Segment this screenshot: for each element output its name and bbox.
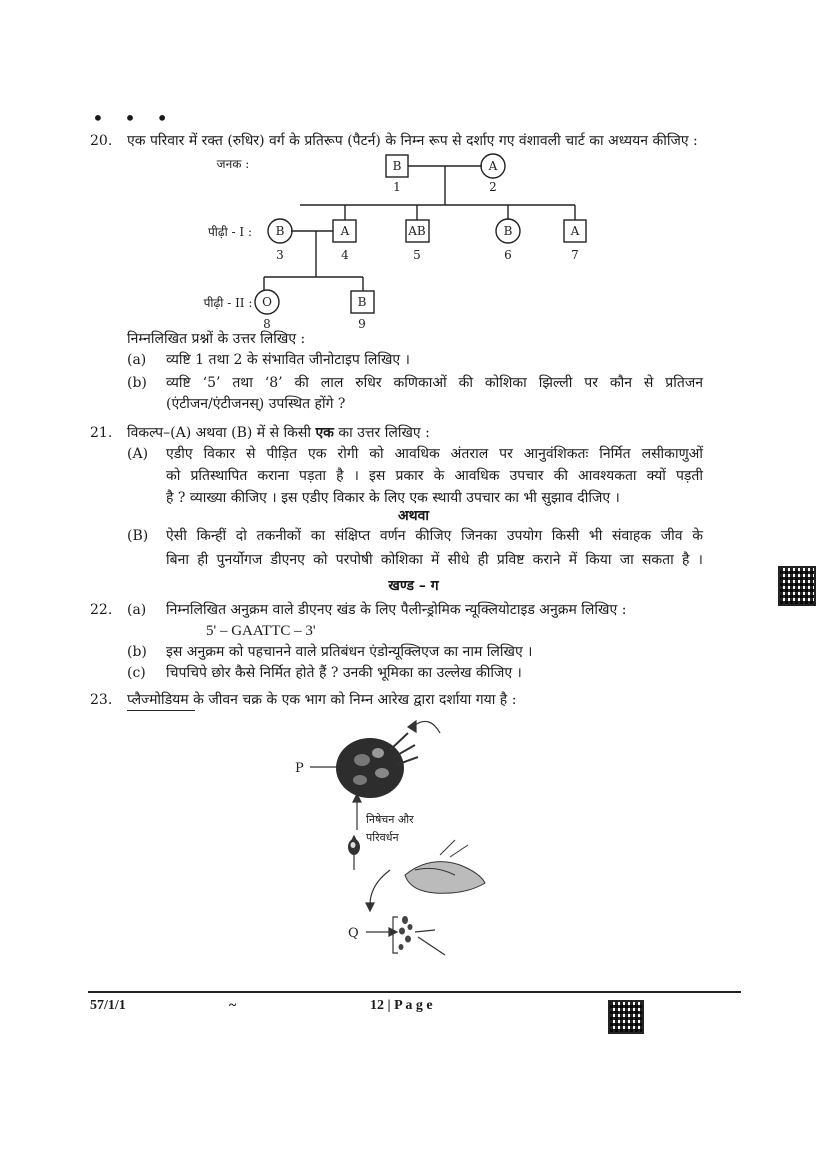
individual-1-id: 1 <box>393 180 401 194</box>
footer-rule <box>88 991 741 993</box>
individual-6-id: 6 <box>504 248 512 262</box>
individual-3-id: 3 <box>276 248 284 262</box>
pedigree-label-gen2: पीढ़ी - II : <box>203 296 253 310</box>
individual-4-id: 4 <box>341 248 349 262</box>
caption-line2: परिवर्धन <box>366 831 399 844</box>
question-20-instruction: निम्नलिखित प्रश्नों के उत्तर लिखिए : <box>127 331 306 347</box>
individual-6-type: B <box>503 224 513 238</box>
top-arrowhead <box>408 721 416 732</box>
question-22b-label: (b) <box>127 644 147 660</box>
mosquito-gut <box>405 840 485 893</box>
side-qr-code <box>778 566 816 606</box>
label-p: P <box>295 761 304 776</box>
individual-7-id: 7 <box>571 248 579 262</box>
paper-code: 57/1/1 <box>90 998 126 1013</box>
individual-8-type: O <box>262 295 272 309</box>
individual-1-type: B <box>392 159 402 173</box>
question-22b-text: इस अनुक्रम को पहचानने वाले प्रतिबंधन एंडोन्यूक्लिएज का नाम लिखिए । <box>166 644 533 660</box>
footer-qr-code <box>608 1000 644 1034</box>
question-23-text: प्लैज्मोडियम के जीवन चक्र के एक भाग को निम्न आरेख द्वारा दर्शाया गया है : <box>127 692 517 708</box>
question-23-number: 23. <box>90 692 113 708</box>
footer-tilde: ~ <box>229 998 237 1013</box>
individual-5-id: 5 <box>413 248 421 262</box>
individual-7-type: A <box>570 224 580 238</box>
question-20a-text: व्यष्टि 1 तथा 2 के संभावित जीनोटाइप लिखिए । <box>166 352 410 368</box>
caption-line1: निषेचन और <box>366 813 414 826</box>
top-curved-arrow <box>415 721 440 733</box>
question-20b-label: (b) <box>127 375 147 391</box>
or-divider: अथवा <box>397 508 430 524</box>
question-20a-label: (a) <box>127 352 147 368</box>
option-a-line1: एडीए विकार से पीड़ित एक रोगी को आवधिक अंतराल पर आनुवंशिकतः निर्मित लसीकाणुओं <box>166 446 703 462</box>
individual-5-type: AB <box>408 224 426 238</box>
question-22c-text: चिपचिपे छोर कैसे निर्मित होते हैं ? उनकी भूमिका का उल्लेख कीजिए । <box>166 665 522 681</box>
section-heading: खण्ड – ग <box>388 578 439 594</box>
question-20-text: एक परिवार में रक्त (रुधिर) वर्ग के प्रतिरूप (पैटर्न) के निम्न रूप से दर्शाए गए वंशावली चार्ट का अध्ययन कीजिए : <box>127 133 698 149</box>
question-20-number: 20. <box>90 133 113 149</box>
question-22-number: 22. <box>90 602 113 618</box>
individual-8-id: 8 <box>263 317 271 331</box>
dna-sequence: 5' – GAATTC – 3' <box>206 623 316 639</box>
pedigree-label-parents: जनक : <box>216 157 250 171</box>
page-number: 12 | P a g e <box>370 998 433 1013</box>
individual-2-type: A <box>488 159 498 173</box>
option-b-label: (B) <box>127 528 149 544</box>
question-22a-label: (a) <box>127 602 147 618</box>
zygote-cell <box>348 839 360 855</box>
option-a-line2: को प्रतिस्थापित कराना पड़ता है । इस प्रकार के आवधिक उपचार की आवश्यकता क्यों पड़ती <box>166 468 703 484</box>
question-21-text: विकल्प–(A) अथवा (B) में से किसी एक का उत्तर लिखिए : <box>127 425 430 441</box>
gametocytes <box>399 916 413 950</box>
question-22c-label: (c) <box>127 665 146 681</box>
individual-9-type: B <box>357 295 367 309</box>
individual-4-type: A <box>340 224 350 238</box>
question-20b-line2: (एंटीजन/एंटीजनस्) उपस्थित होंगे ? <box>166 396 346 412</box>
individual-9-id: 9 <box>358 317 366 331</box>
pedigree-chart <box>190 150 610 332</box>
label-q: Q <box>348 926 359 941</box>
pedigree-label-gen1: पीढ़ी - I : <box>207 225 253 239</box>
plasmodium-diagram <box>290 705 500 975</box>
option-a-line3: है ? व्याख्या कीजिए । इस एडीए विकार के लिए एक स्थायी उपचार का भी सुझाव दीजिए । <box>166 490 620 506</box>
individual-3-type: B <box>275 224 285 238</box>
option-a-label: (A) <box>127 446 149 462</box>
oocyst-body <box>336 733 418 798</box>
header-dots: • • • <box>92 106 176 130</box>
underline-mark <box>127 710 195 711</box>
individual-2-id: 2 <box>489 180 497 194</box>
question-22a-text: निम्नलिखित अनुक्रम वाले डीएनए खंड के लिए पैलीन्ड्रोमिक न्यूक्लियोटाइड अनुक्रम लिखिए : <box>166 602 627 618</box>
question-20b-line1: व्यष्टि ‘5’ तथा ‘8’ की लाल रुधिर कणिकाओं की कोशिका झिल्ली पर कौन से प्रतिजन <box>166 375 703 391</box>
question-21-number: 21. <box>90 425 113 441</box>
option-b-line2: बिना ही पुनर्योगज डीएनए को परपोषी कोशिका में सीधे ही प्रविष्ट कराने में किया जा सकता है । <box>166 552 703 568</box>
option-b-line1: ऐसी किन्हीं दो तकनीकों का संक्षिप्त वर्णन कीजिए जिनका उपयोग किसी भी संवाहक जीव के <box>166 528 703 544</box>
